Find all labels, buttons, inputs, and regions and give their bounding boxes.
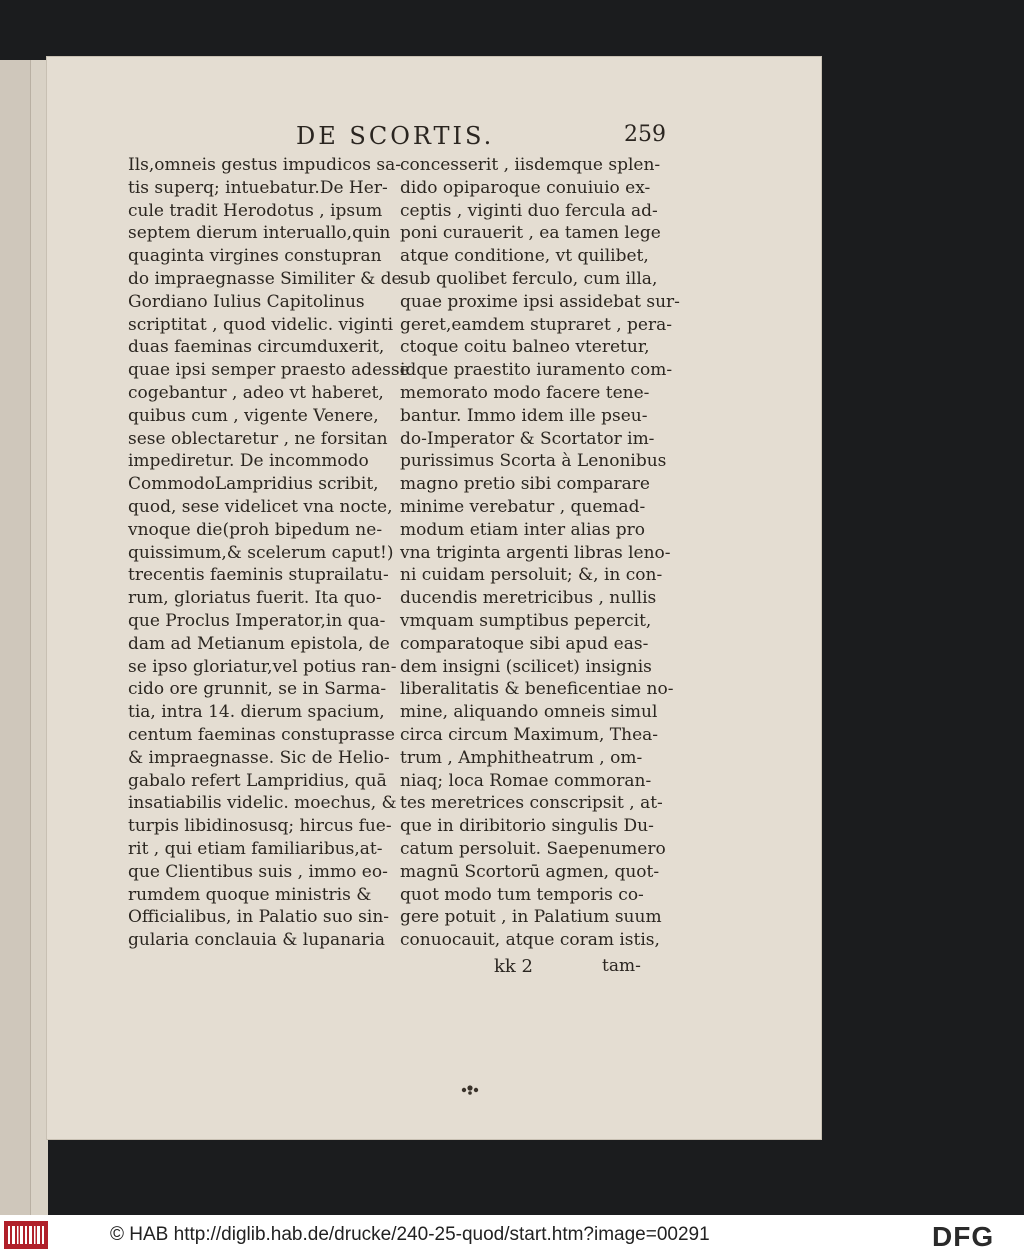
text-line: rum, gloriatus fuerit. Ita quo-: [128, 588, 382, 609]
text-line: quae proxime ipsi assidebat sur-: [400, 291, 680, 312]
text-line: catum persoluit. Saepenumero: [400, 838, 666, 859]
text-line: septem dierum interuallo,quin: [128, 223, 391, 244]
text-line: turpis libidinosusq; hircus fue-: [128, 816, 392, 837]
text-line: sese oblectaretur , ne forsitan: [128, 428, 388, 449]
text-line: geret,eamdem stupraret , pera-: [400, 314, 672, 335]
text-line: Officialibus, in Palatio suo sin-: [128, 907, 390, 928]
text-line: Ils,omneis gestus impudicos sa-: [128, 155, 401, 175]
text-line: se ipso gloriatur,vel potius ran-: [128, 656, 397, 677]
text-line: minime verebatur , quemad-: [400, 496, 646, 517]
text-line: vna triginta argenti libras leno-: [400, 542, 671, 563]
text-line: que in diribitorio singulis Du-: [400, 816, 654, 837]
text-line: quae ipsi semper praesto adesse: [128, 360, 410, 381]
text-line: concesserit , iisdemque splen-: [400, 155, 661, 175]
copyright-url-link[interactable]: © HAB http://diglib.hab.de/drucke/240-25-quod/start.htm?image=00291: [110, 1224, 710, 1245]
running-head: DE SCORTIS.: [296, 122, 495, 150]
text-line: tia, intra 14. dierum spacium,: [128, 702, 385, 723]
text-line: que Proclus Imperator,in qua-: [128, 610, 386, 631]
text-line: comparatoque sibi apud eas-: [400, 633, 649, 654]
signature-mark: kk 2: [494, 956, 533, 977]
text-line: gere potuit , in Palatium suum: [400, 907, 662, 928]
text-line: magno pretio sibi comparare: [400, 474, 650, 495]
text-line: sub quolibet ferculo, cum illa,: [400, 268, 658, 289]
text-line: cido ore grunnit, se in Sarma-: [128, 679, 387, 700]
text-line: bantur. Immo idem ille pseu-: [400, 405, 648, 426]
text-line: tes meretrices conscripsit , at-: [400, 793, 663, 814]
text-line: circa circum Maximum, Thea-: [400, 724, 659, 745]
text-line: cule tradit Herodotus , ipsum: [128, 200, 383, 221]
text-line: memorato modo facere tene-: [400, 382, 650, 403]
adjacent-page-edge: [0, 60, 48, 1220]
text-line: trecentis faeminis stuprailatu-: [128, 565, 389, 586]
text-line: trum , Amphitheatrum , om-: [400, 747, 643, 768]
text-line: dido opiparoque conuiuio ex-: [400, 177, 651, 198]
text-line: que Clientibus suis , immo eo-: [128, 861, 388, 882]
text-line: vmquam sumptibus pepercit,: [400, 610, 652, 631]
adjacent-page-fold: [0, 60, 31, 1220]
text-line: dem insigni (scilicet) insignis: [400, 656, 652, 677]
text-line: quissimum,& scelerum caput!): [128, 542, 394, 563]
text-line: quod, sese videlicet vna nocte,: [128, 496, 393, 517]
text-line: centum faeminas constuprasse: [128, 724, 395, 745]
catchword: tam-: [602, 956, 641, 976]
text-line: modum etiam inter alias pro: [400, 519, 646, 540]
text-line: conuocauit, atque coram istis,: [400, 930, 660, 951]
text-line: liberalitatis & beneficentiae no-: [400, 679, 674, 700]
text-line: duas faeminas circumduxerit,: [128, 337, 385, 358]
text-line: mine, aliquando omneis simul: [400, 702, 658, 723]
text-line: Gordiano Iulius Capitolinus: [128, 291, 365, 312]
text-line: quaginta virgines constupran: [128, 246, 382, 267]
text-line: atque conditione, vt quilibet,: [400, 246, 649, 267]
text-line: & impraegnasse. Sic de Helio-: [128, 747, 390, 768]
book-page: [46, 56, 822, 1140]
text-line: do impraegnasse Similiter & de: [128, 268, 402, 289]
dfg-logo[interactable]: DFG: [932, 1221, 995, 1252]
text-line: ctoque coitu balneo vteretur,: [400, 337, 650, 358]
text-line: rit , qui etiam familiaribus,at-: [128, 838, 383, 859]
text-line: gabalo refert Lampridius, quā: [128, 770, 387, 791]
text-line: CommodoLampridius scribit,: [128, 474, 379, 495]
text-line: impediretur. De incommodo: [128, 451, 369, 472]
text-line: poni curauerit , ea tamen lege: [400, 223, 661, 244]
page-number: 259: [624, 122, 666, 147]
text-line: quibus cum , vigente Venere,: [128, 405, 379, 426]
text-line: rumdem quoque ministris &: [128, 884, 372, 905]
text-line: niaq; loca Romae commoran-: [400, 770, 652, 791]
text-line: dam ad Metianum epistola, de: [128, 633, 390, 654]
right-text-column: [400, 154, 680, 952]
text-line: ducendis meretricibus , nullis: [400, 588, 657, 609]
text-line: magnū Scortorū agmen, quot-: [400, 861, 660, 882]
text-line: gularia conclauia & lupanaria: [128, 930, 385, 951]
text-line: scriptitat , quod videlic. viginti: [128, 314, 394, 335]
text-line: purissimus Scorta à Lenonibus: [400, 451, 667, 472]
left-text-column: [128, 154, 410, 952]
text-line: tis superq; intuebatur.De Her-: [128, 177, 388, 198]
text-line: ceptis , viginti duo fercula ad-: [400, 200, 658, 221]
hab-barcode-logo-icon[interactable]: [4, 1221, 48, 1249]
text-line: idque praestito iuramento com-: [400, 360, 673, 381]
text-line: do-Imperator & Scortator im-: [400, 428, 655, 449]
ornament-icon: [460, 1084, 480, 1096]
text-line: quot modo tum temporis co-: [400, 884, 644, 905]
text-line: vnoque die(proh bipedum ne-: [128, 519, 383, 540]
text-line: insatiabilis videlic. moechus, &: [128, 793, 397, 814]
text-line: cogebantur , adeo vt haberet,: [128, 382, 384, 403]
viewer-footer: [0, 1215, 1024, 1255]
text-line: ni cuidam persoluit; &, in con-: [400, 565, 663, 586]
